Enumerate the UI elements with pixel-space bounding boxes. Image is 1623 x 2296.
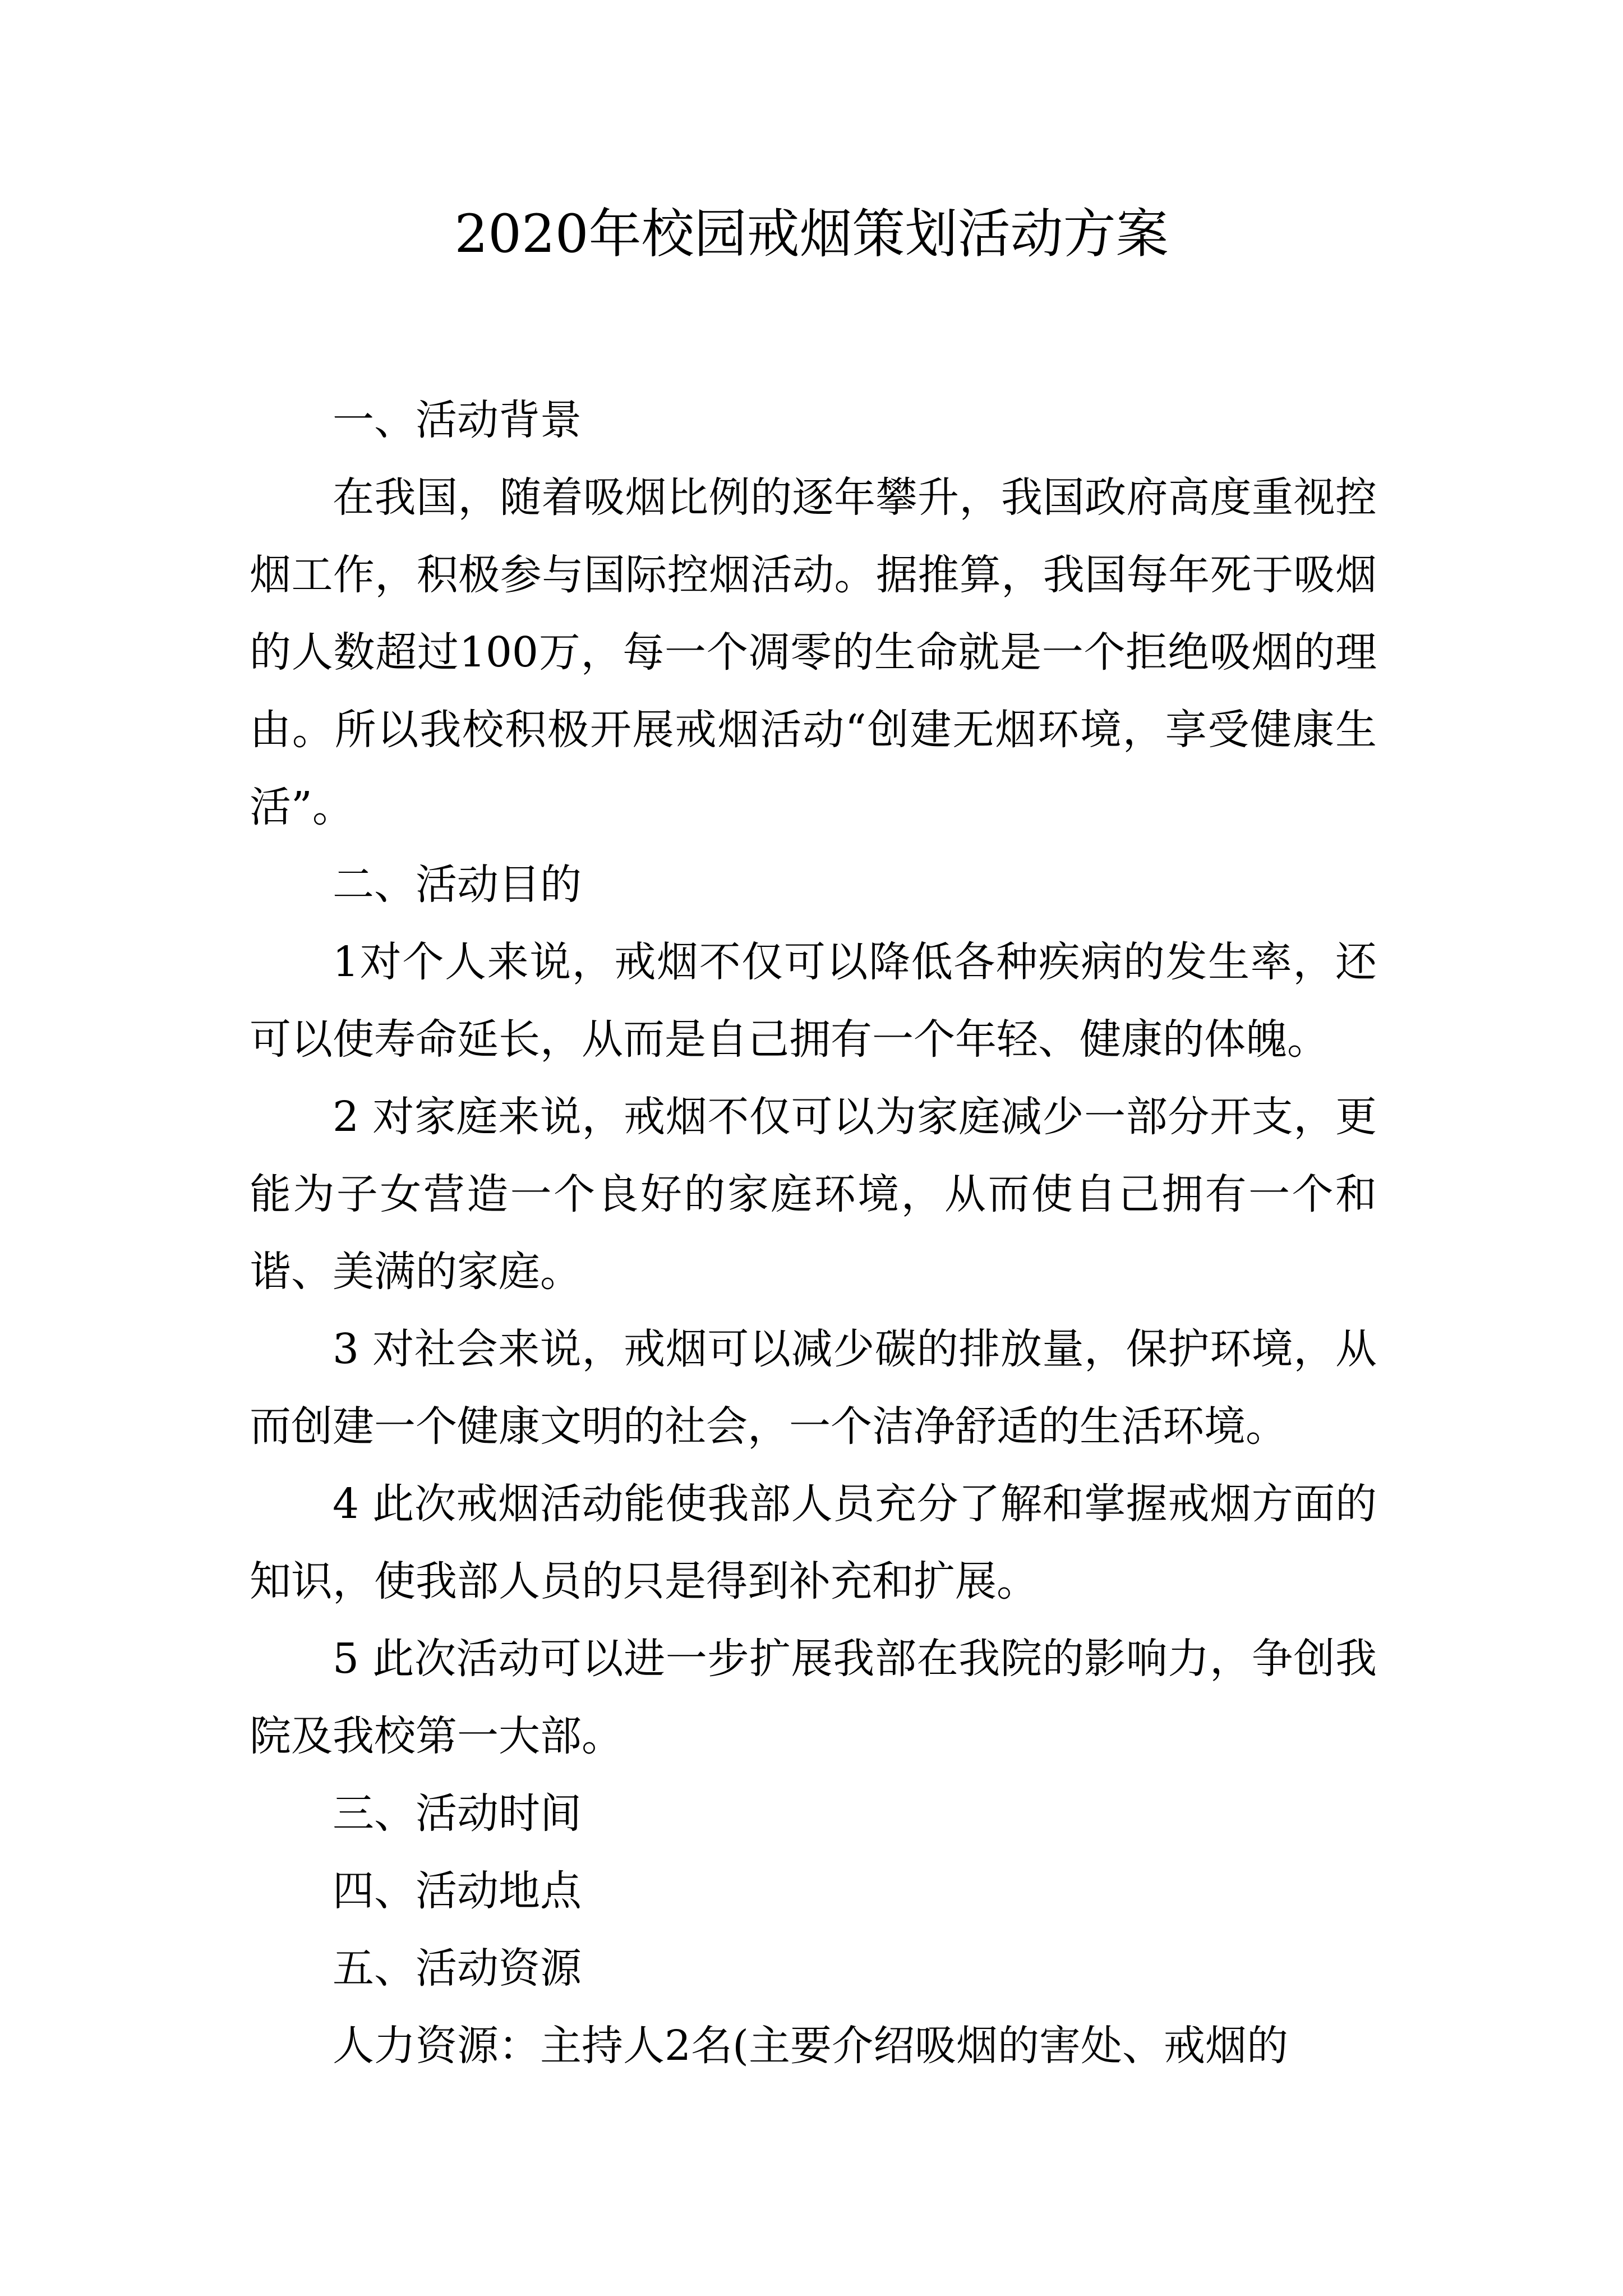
heading-location: 四、活动地点 (333, 1867, 582, 1915)
purpose-item-2: 2 对家庭来说，戒烟不仅可以为家庭减少一部分开支，更能为子女营造一个良好的家庭环境，从而使自己拥有一个和谐、美满的家庭。 (250, 1093, 1377, 1296)
heading-time: 三、活动时间 (333, 1789, 582, 1838)
purpose-item-4: 4 此次戒烟活动能使我部人员充分了解和掌握戒烟方面的知识，使我部人员的只是得到补充和扩展。 (250, 1480, 1377, 1605)
page-title: 2020年校园戒烟策划活动方案 (454, 204, 1169, 265)
purpose-item-3: 3 对社会来说，戒烟可以减少碳的排放量，保护环境，从而创建一个健康文明的社会，一个洁净舒适的生活环境。 (250, 1325, 1377, 1451)
paragraph-resources: 人力资源：主持人2名(主要介绍吸烟的害处、戒烟的 (333, 2022, 1288, 2070)
heading-background: 一、活动背景 (333, 396, 582, 444)
heading-purpose: 二、活动目的 (333, 861, 582, 909)
heading-resources: 五、活动资源 (333, 1944, 582, 1993)
purpose-item-5: 5 此次活动可以进一步扩展我部在我院的影响力，争创我院及我校第一大部。 (250, 1635, 1377, 1760)
paragraph-background: 在我国，随着吸烟比例的逐年攀升，我国政府高度重视控烟工作，积极参与国际控烟活动。据推算，我国每年死于吸烟的人数超过100万，每一个凋零的生命就是一个拒绝吸烟的理由。所以我校积极开展戒烟活动“创建无烟环境，享受健康生活”。 (250, 473, 1377, 831)
document-body (250, 381, 1377, 2085)
purpose-item-1: 1对个人来说，戒烟不仅可以降低各种疾病的发生率，还可以使寿命延长，从而是自己拥有一个年轻、健康的体魄。 (250, 938, 1377, 1064)
